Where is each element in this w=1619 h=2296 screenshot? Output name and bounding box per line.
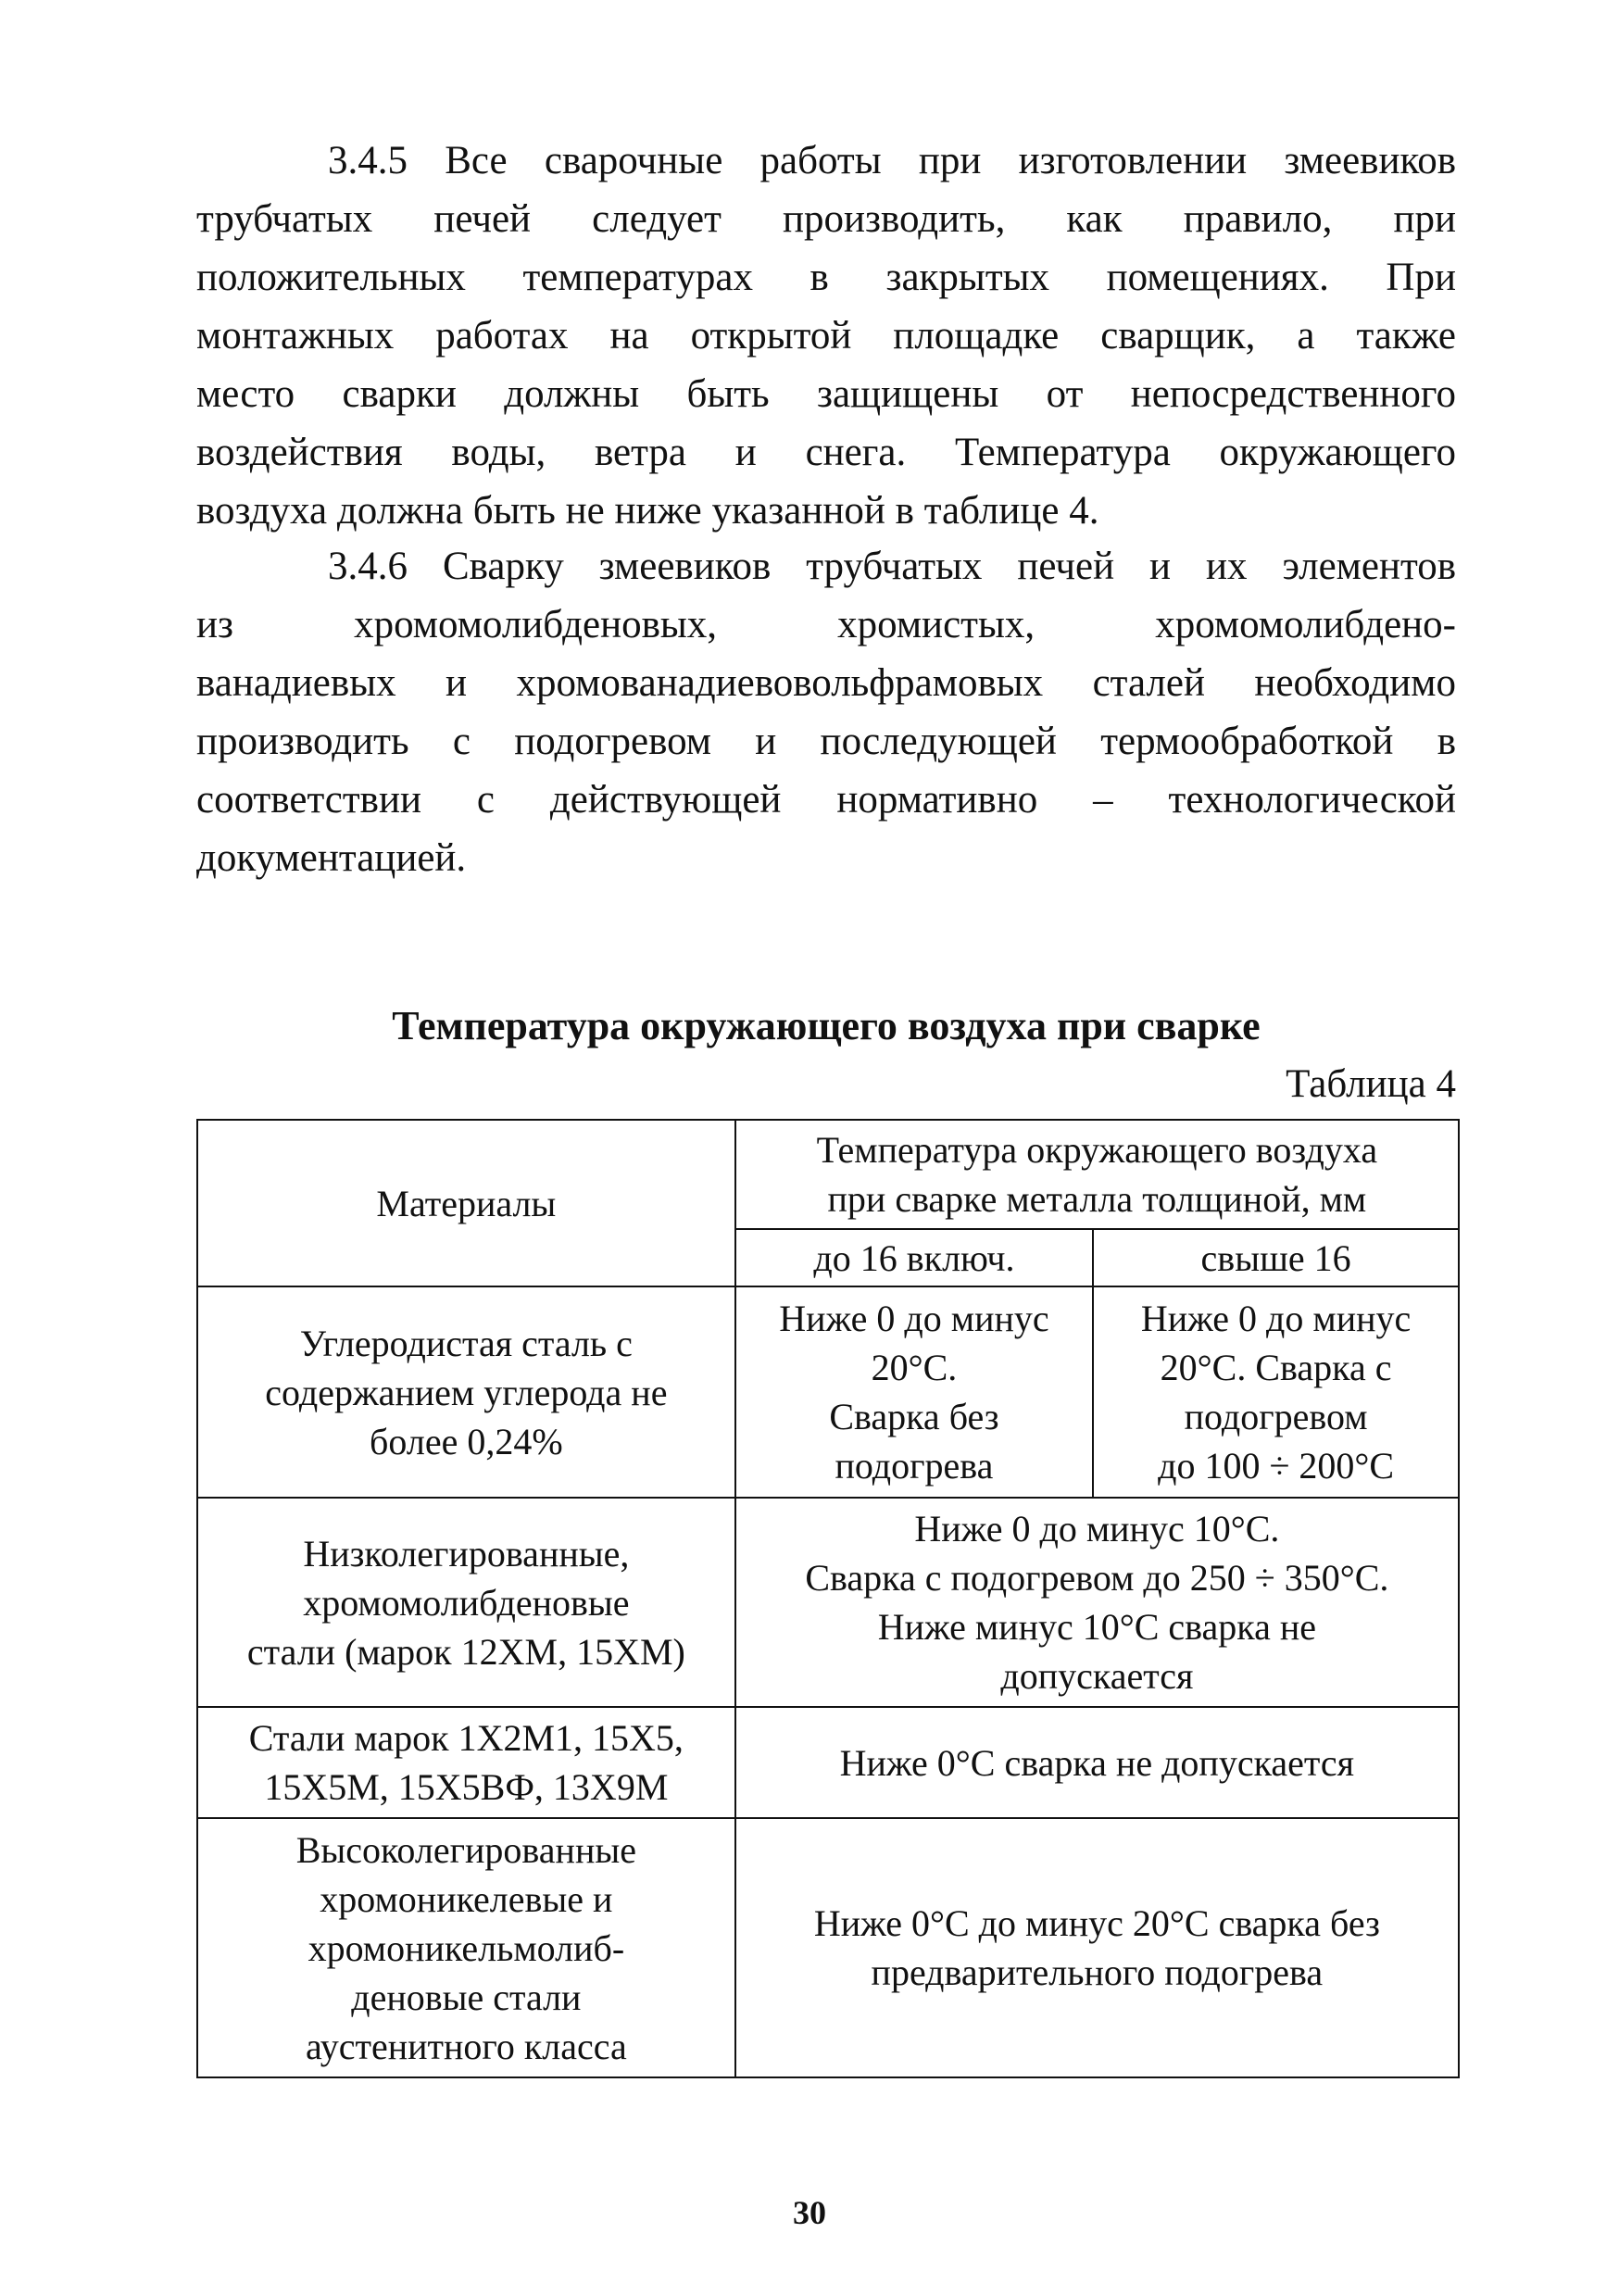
text-line: ванадиевых и хромованадиевовольфрамовых сталей необходимо (196, 661, 1456, 705)
cell-line: Сварка без (829, 1396, 999, 1437)
cell-line: 15Х5М, 15Х5ВФ, 13Х9М (264, 1766, 669, 1808)
cell-line: Ниже 0°С сварка не допускается (839, 1741, 1355, 1784)
text-line: монтажных работах на открытой площадке сварщик, а также (196, 314, 1456, 358)
table-row (197, 1818, 1459, 2077)
paragraph-3-4-6 (196, 537, 1456, 887)
cell-line: до 100 ÷ 200°С (1158, 1445, 1395, 1487)
cell-line: Ниже 0 до минус 10°С. (914, 1508, 1280, 1549)
cell-over-16 (1093, 1286, 1459, 1498)
text-line: воздействия воды, ветра и снега. Температура окружающего (196, 431, 1456, 474)
cell-merged (735, 1818, 1459, 2077)
cell-line: Ниже 0°С до минус 20°С сварка без (813, 1902, 1380, 1944)
cell-line: при сварке металла толщиной, мм (827, 1178, 1367, 1220)
cell-line: деновые стали (351, 1976, 582, 2018)
cell-line: Ниже 0 до минус (779, 1298, 1049, 1339)
cell-line: Высоколегированные (295, 1828, 636, 1871)
cell-material (197, 1286, 735, 1498)
table-row (197, 1286, 1459, 1498)
cell-line: Сварка с подогревом до 250 ÷ 350°С. (805, 1557, 1389, 1599)
text-line: 3.4.6 Сварку змеевиков трубчатых печей и их элементов (328, 545, 1456, 588)
text-line: документацией. (196, 836, 467, 880)
welding-temperature-table (196, 1119, 1460, 2078)
text-line: место сварки должны быть защищены от непосредственного (196, 372, 1456, 416)
cell-material (197, 1707, 735, 1818)
text-line: производить с подогревом и последующей термообработкой в (196, 720, 1456, 763)
cell-merged (735, 1498, 1459, 1707)
header-temperature-group (735, 1120, 1459, 1229)
cell-line: Стали марок 1Х2М1, 15Х5, (248, 1717, 684, 1759)
cell-line: 20°С. Сварка с (1160, 1347, 1392, 1388)
page-number: 30 (793, 2194, 826, 2231)
header-thickness-over-16: свыше 16 (1093, 1229, 1459, 1286)
table-label: Таблица 4 (1286, 1062, 1456, 1106)
cell-line: предварительного подогрева (871, 1951, 1324, 1993)
table-title: Температура окружающего воздуха при сварке (392, 1003, 1261, 1048)
text-line: 3.4.5 Все сварочные работы при изготовлении змеевиков (328, 139, 1456, 182)
table-row (197, 1707, 1459, 1818)
cell-line: Углеродистая сталь с (299, 1322, 633, 1364)
cell-line: подогрева (835, 1445, 994, 1487)
cell-merged (735, 1707, 1459, 1818)
cell-line: содержанием углерода не (265, 1371, 668, 1413)
header-thickness-up-to-16: до 16 включ. (735, 1229, 1093, 1286)
paragraph-3-4-5 (196, 132, 1456, 540)
cell-up-to-16 (735, 1286, 1093, 1498)
cell-line: Ниже 0 до минус (1140, 1298, 1412, 1339)
cell-line: более 0,24% (370, 1420, 563, 1462)
header-materials: Материалы (197, 1120, 735, 1286)
text-line: из хромомолибденовых, хромистых, хромомолибдено- (196, 603, 1456, 646)
cell-line: Низколегированные, (303, 1532, 630, 1575)
text-line: соответствии с действующей нормативно – технологической (196, 778, 1456, 822)
table-header-row (197, 1120, 1459, 1229)
cell-line: аустенитного класса (306, 2025, 627, 2067)
cell-line: Ниже минус 10°С сварка не (877, 1606, 1317, 1648)
text-line: положительных температурах в закрытых помещениях. При (196, 256, 1456, 299)
cell-line: хромоникелевые и (320, 1877, 613, 1920)
cell-line: 20°С. (871, 1347, 958, 1388)
cell-material (197, 1498, 735, 1707)
text-line: воздуха должна быть не ниже указанной в таблице 4. (196, 489, 1099, 533)
cell-line: стали (марок 12ХМ, 15ХМ) (246, 1630, 685, 1673)
text-line: трубчатых печей следует производить, как правило, при (196, 197, 1456, 241)
cell-line: хромоникельмолиб- (307, 1926, 625, 1969)
cell-line: подогревом (1184, 1396, 1368, 1437)
cell-line: допускается (1000, 1655, 1194, 1697)
cell-line: Температура окружающего воздуха (816, 1129, 1378, 1171)
cell-material (197, 1818, 735, 2077)
table-row (197, 1498, 1459, 1707)
cell-line: хромомолибденовые (303, 1581, 630, 1624)
